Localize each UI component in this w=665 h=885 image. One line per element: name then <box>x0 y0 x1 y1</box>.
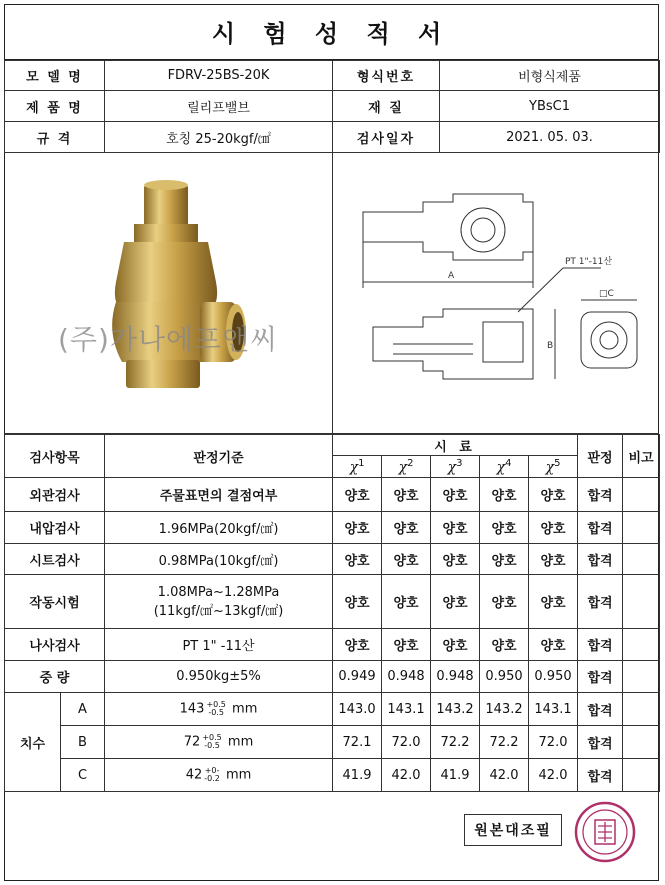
sample-value: 41.9 <box>333 759 382 792</box>
sample-value: 0.948 <box>382 661 431 693</box>
dim-unit: mm <box>227 734 254 750</box>
model-value: FDRV-25BS-20K <box>105 61 333 91</box>
col-samples-header: 시 료 <box>333 435 578 456</box>
sample-value: 양호 <box>480 512 529 544</box>
dim-label: 치수 <box>5 693 61 792</box>
sample-value: 양호 <box>333 629 382 661</box>
row-remark <box>623 575 660 629</box>
tol-down: -0.5 <box>208 708 224 717</box>
sample-value: 양호 <box>431 629 480 661</box>
tol-down: -0.5 <box>204 741 220 750</box>
table-row <box>5 478 660 512</box>
sample-value: 양호 <box>480 478 529 512</box>
table-row <box>5 661 660 693</box>
image-section <box>4 152 659 434</box>
tol-up: +0.5 <box>206 700 226 709</box>
col-item-header: 검사항목 <box>5 435 105 478</box>
document-title: 시 험 성 적 서 <box>4 4 659 60</box>
row-criteria <box>105 575 333 629</box>
sample-value: 양호 <box>529 575 578 629</box>
dim-unit: mm <box>226 767 252 783</box>
tol-up: +0- <box>204 766 220 775</box>
type-no-value: 비형식제품 <box>440 61 660 91</box>
sample-value: 72.1 <box>333 726 382 759</box>
date-label: 검사일자 <box>333 122 440 153</box>
valve-photo <box>4 152 332 434</box>
sample-value: 양호 <box>431 512 480 544</box>
header-row-spec <box>5 122 660 153</box>
dim-criteria <box>105 759 333 792</box>
sample-value: 양호 <box>382 575 431 629</box>
sample-value: 72.0 <box>382 726 431 759</box>
sample-value: 0.949 <box>333 661 382 693</box>
table-row <box>5 544 660 575</box>
row-item: 외관검사 <box>5 478 105 512</box>
col-criteria-header: 판정기준 <box>105 435 333 478</box>
sample-value: 양호 <box>431 575 480 629</box>
row-remark <box>623 661 660 693</box>
dim-tolerance <box>206 701 225 717</box>
tol-up: +0.5 <box>202 733 222 742</box>
row-criteria: 1.96MPa(20kgf/㎠) <box>105 512 333 544</box>
col-judge-header: 판정 <box>578 435 623 478</box>
type-no-label: 형식번호 <box>333 61 440 91</box>
table-row <box>5 693 660 726</box>
row-judge: 합격 <box>578 544 623 575</box>
table-row <box>5 512 660 544</box>
criteria-line-2: (11kgf/㎠~13kgf/㎠) <box>153 603 284 619</box>
inspection-table <box>4 434 660 792</box>
row-remark <box>623 544 660 575</box>
sample-value: 0.950 <box>529 661 578 693</box>
table-row <box>5 629 660 661</box>
sample-header-1: $\chi^1$ <box>333 456 382 478</box>
row-judge: 합격 <box>578 693 623 726</box>
sample-header-3: $\chi^3$ <box>431 456 480 478</box>
sample-value: 143.2 <box>480 693 529 726</box>
row-item: 나사검사 <box>5 629 105 661</box>
sample-value: 양호 <box>333 544 382 575</box>
sample-header-5: $\chi^5$ <box>529 456 578 478</box>
table-row <box>5 575 660 629</box>
technical-drawing <box>333 152 659 434</box>
sample-value: 양호 <box>529 629 578 661</box>
sample-value: 양호 <box>480 575 529 629</box>
sample-value: 143.2 <box>431 693 480 726</box>
sample-value: 양호 <box>333 478 382 512</box>
sample-value: 양호 <box>333 512 382 544</box>
dim-b-label: B <box>547 341 554 351</box>
dim-nominal: 143 <box>179 701 205 717</box>
sample-value: 양호 <box>480 629 529 661</box>
sample-header-4: $\chi^4$ <box>480 456 529 478</box>
table-row <box>5 759 660 792</box>
row-judge: 합격 <box>578 629 623 661</box>
dim-a-label: A <box>448 271 455 281</box>
material-label: 재 질 <box>333 91 440 122</box>
tol-down: -0.2 <box>204 774 220 783</box>
sample-header-2: $\chi^2$ <box>382 456 431 478</box>
sample-value: 0.950 <box>480 661 529 693</box>
product-value: 릴리프밸브 <box>105 91 333 122</box>
spec-value: 호칭 25-20kgf/㎠ <box>105 122 333 153</box>
row-item: 시트검사 <box>5 544 105 575</box>
model-label: 모 델 명 <box>5 61 105 91</box>
sample-value: 양호 <box>431 478 480 512</box>
header-table <box>4 60 660 153</box>
row-criteria: 0.950kg±5% <box>105 661 333 693</box>
row-remark <box>623 693 660 726</box>
row-item: 내압검사 <box>5 512 105 544</box>
col-remark-header: 비고 <box>623 435 660 478</box>
dim-nominal: 72 <box>183 734 201 750</box>
sample-value: 72.2 <box>480 726 529 759</box>
sample-value: 0.948 <box>431 661 480 693</box>
sample-value: 42.0 <box>382 759 431 792</box>
sample-value: 양호 <box>431 544 480 575</box>
row-item: 중 량 <box>5 661 105 693</box>
sample-value: 양호 <box>382 478 431 512</box>
criteria-line-1: 1.08MPa~1.28MPa <box>157 584 280 600</box>
certified-copy-box: 원본대조필 <box>464 814 562 846</box>
product-label: 제 품 명 <box>5 91 105 122</box>
sample-value: 42.0 <box>529 759 578 792</box>
dim-c-label: □C <box>599 289 614 299</box>
sample-value: 42.0 <box>480 759 529 792</box>
date-value: 2021. 05. 03. <box>440 122 660 153</box>
material-value: YBsC1 <box>440 91 660 122</box>
dim-name: B <box>61 726 105 759</box>
row-remark <box>623 629 660 661</box>
row-judge: 합격 <box>578 759 623 792</box>
sample-value: 143.1 <box>382 693 431 726</box>
sample-value: 72.0 <box>529 726 578 759</box>
company-seal <box>573 800 637 864</box>
row-remark <box>623 726 660 759</box>
sample-value: 양호 <box>480 544 529 575</box>
row-remark <box>623 512 660 544</box>
dim-criteria <box>105 693 333 726</box>
row-remark <box>623 759 660 792</box>
header-row-product <box>5 91 660 122</box>
sample-value: 양호 <box>382 629 431 661</box>
dim-tolerance <box>202 734 221 750</box>
sample-value: 양호 <box>529 544 578 575</box>
sample-value: 143.0 <box>333 693 382 726</box>
dim-criteria <box>105 726 333 759</box>
row-criteria: 0.98MPa(10kgf/㎠) <box>105 544 333 575</box>
row-criteria: PT 1" -11산 <box>105 629 333 661</box>
dim-nominal: 42 <box>185 767 203 783</box>
sample-value: 41.9 <box>431 759 480 792</box>
sample-value: 72.2 <box>431 726 480 759</box>
sample-value: 양호 <box>529 478 578 512</box>
dim-tolerance <box>204 767 220 783</box>
row-judge: 합격 <box>578 726 623 759</box>
row-judge: 합격 <box>578 512 623 544</box>
row-judge: 합격 <box>578 478 623 512</box>
row-criteria: 주물표면의 결점여부 <box>105 478 333 512</box>
dim-name: A <box>61 693 105 726</box>
sample-value: 양호 <box>333 575 382 629</box>
thread-label: PT 1"-11산 <box>565 257 613 267</box>
sample-value: 양호 <box>529 512 578 544</box>
company-watermark: (주)가나에프앤씨 <box>58 323 279 356</box>
row-judge: 합격 <box>578 575 623 629</box>
row-judge: 합격 <box>578 661 623 693</box>
dim-name: C <box>61 759 105 792</box>
table-row <box>5 726 660 759</box>
sample-value: 양호 <box>382 544 431 575</box>
header-row-model <box>5 61 660 91</box>
dim-unit: mm <box>232 701 258 717</box>
spec-label: 규 격 <box>5 122 105 153</box>
row-remark <box>623 478 660 512</box>
row-item: 작동시험 <box>5 575 105 629</box>
sample-value: 143.1 <box>529 693 578 726</box>
sample-value: 양호 <box>382 512 431 544</box>
